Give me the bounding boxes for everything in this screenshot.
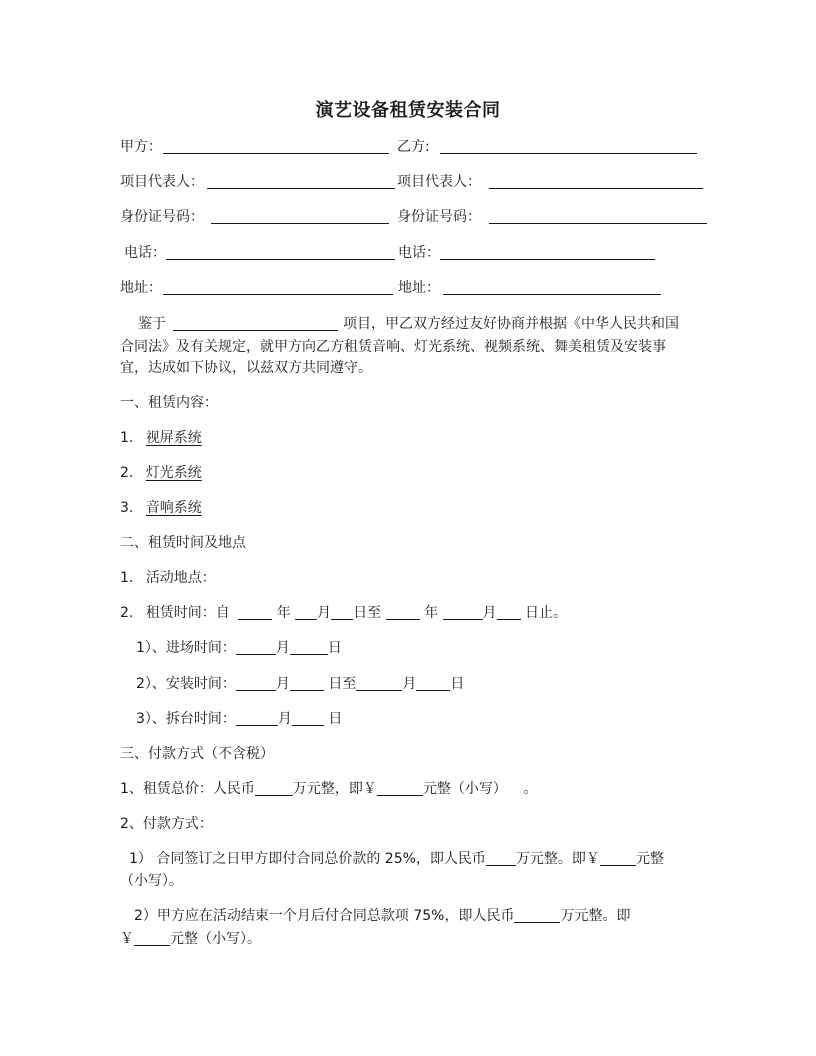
end-label: 日止。 <box>524 605 567 621</box>
payment-term-1-line2: （小写）。 <box>120 873 183 889</box>
day-label: 日 <box>328 711 343 727</box>
term2-mid-text: 万元整。即 <box>560 908 631 924</box>
address-a-label: 地址： <box>120 280 162 296</box>
total-end-label: 元整（小写） <box>422 781 507 797</box>
start-year-blank[interactable] <box>238 604 272 620</box>
year-label: 年 <box>276 605 291 621</box>
location-number: 1. <box>120 570 134 586</box>
phone-a-field[interactable] <box>166 245 395 260</box>
entry-month-blank[interactable] <box>236 639 276 655</box>
term1-wan-blank[interactable] <box>486 850 516 866</box>
total-mid-label: 万元整，即￥ <box>292 781 377 797</box>
month-label: 月 <box>482 605 497 621</box>
term2-end-text: 元整（小写）。 <box>170 931 261 947</box>
end-year-blank[interactable] <box>386 604 420 620</box>
rep-b-label: 项目代表人： <box>397 174 481 190</box>
total-price-line <box>120 779 537 799</box>
list-item <box>120 428 202 448</box>
list-item-text: 音响系统 <box>145 500 202 516</box>
document-title: 演艺设备租赁安装合同 <box>315 100 501 121</box>
payment-term-1-text: 1） 合同签订之日甲方即付合同总价款的 25%，即人民币 <box>129 851 486 867</box>
id-b-field[interactable] <box>489 209 707 224</box>
month-label: 月 <box>317 605 332 621</box>
total-price-label: 1、租赁总价：人民币 <box>120 781 255 797</box>
party-a-label: 甲方： <box>120 139 162 155</box>
payment-method-heading: 2、付款方式： <box>120 816 213 832</box>
month-label: 月 <box>402 676 417 692</box>
payment-term-2-line2 <box>120 929 261 949</box>
id-a-label: 身份证号码： <box>120 209 204 225</box>
list-item <box>120 463 202 483</box>
month-label: 月 <box>275 676 290 692</box>
term2-yuan-blank[interactable] <box>134 930 170 946</box>
install-end-month-blank[interactable] <box>356 675 402 691</box>
address-b-field[interactable] <box>443 280 661 295</box>
install-start-day-blank[interactable] <box>290 675 324 691</box>
month-label: 月 <box>275 640 290 656</box>
start-day-blank[interactable] <box>331 604 353 620</box>
yuan-symbol: ￥ <box>120 931 134 947</box>
end-day-blank[interactable] <box>497 604 521 620</box>
phone-b-label: 电话： <box>398 245 440 261</box>
total-tail: 。 <box>523 781 538 797</box>
rep-a-label: 项目代表人： <box>120 174 204 190</box>
rental-period-line <box>120 603 567 623</box>
install-time-label: 2）、安装时间： <box>136 676 236 692</box>
list-item-number: 3. <box>120 500 134 516</box>
entry-time-label: 1）、进场时间： <box>136 640 236 656</box>
term2-wan-blank[interactable] <box>514 907 560 923</box>
dismantle-month-blank[interactable] <box>236 710 278 726</box>
location-line <box>120 568 216 588</box>
list-item <box>120 498 202 518</box>
day-to-label: 日至 <box>353 605 382 621</box>
rental-period-label: 租赁时间：自 <box>145 605 230 621</box>
total-yuan-blank[interactable] <box>377 780 423 796</box>
day-label: 日 <box>450 676 465 692</box>
party-b-field[interactable] <box>440 139 697 154</box>
dismantle-time-line <box>136 709 342 729</box>
id-a-field[interactable] <box>211 209 389 224</box>
term1-end-text: 元整 <box>635 851 664 867</box>
intro-line3: 宜，达成如下协议，以兹双方共同遵守。 <box>120 360 372 376</box>
phone-a-label: 电话： <box>124 245 166 261</box>
project-name-field[interactable] <box>173 316 338 331</box>
party-b-label: 乙方: <box>397 139 430 155</box>
intro-prefix: 鉴于 <box>138 316 166 332</box>
end-month-blank[interactable] <box>443 604 483 620</box>
install-end-day-blank[interactable] <box>416 675 450 691</box>
list-item-text: 灯光系统 <box>145 465 202 481</box>
address-b-label: 地址： <box>398 280 440 296</box>
payment-term-1-line1 <box>129 849 664 869</box>
location-label: 活动地点： <box>145 570 216 586</box>
entry-day-blank[interactable] <box>290 639 328 655</box>
start-month-blank[interactable] <box>295 604 317 620</box>
term1-yuan-blank[interactable] <box>600 850 636 866</box>
rep-b-field[interactable] <box>489 174 703 189</box>
intro-line1: 项目，甲乙双方经过友好协商并根据《中华人民共和国 <box>343 316 679 332</box>
payment-term-2-text: 2）甲方应在活动结束一个月后付合同总款项 75%，即人民币 <box>134 908 515 924</box>
dismantle-time-label: 3）、拆台时间： <box>136 711 236 727</box>
term1-mid-text: 万元整。即￥ <box>515 851 600 867</box>
rental-period-number: 2. <box>120 605 134 621</box>
install-time-line <box>136 674 464 694</box>
section2-heading: 二、租赁时间及地点 <box>120 535 246 551</box>
list-item-number: 1. <box>120 430 134 446</box>
address-a-field[interactable] <box>163 280 393 295</box>
party-a-field[interactable] <box>163 139 389 154</box>
year-label: 年 <box>424 605 439 621</box>
section1-heading: 一、租赁内容： <box>120 395 218 411</box>
id-b-label: 身份证号码： <box>397 209 481 225</box>
phone-b-field[interactable] <box>440 245 655 260</box>
month-label: 月 <box>277 711 292 727</box>
entry-time-line <box>136 638 342 658</box>
day-to-label: 日至 <box>328 676 357 692</box>
payment-term-2-line1 <box>134 906 630 926</box>
rep-a-field[interactable] <box>207 174 395 189</box>
list-item-text: 视屏系统 <box>145 430 202 446</box>
total-wan-blank[interactable] <box>255 780 293 796</box>
section3-heading: 三、付款方式（不含税） <box>120 746 274 762</box>
day-label: 日 <box>327 640 342 656</box>
dismantle-day-blank[interactable] <box>292 710 324 726</box>
intro-line2: 合同法》及有关规定，就甲方向乙方租赁音响、灯光系统、视频系统、舞美租赁及安装事 <box>120 339 666 355</box>
list-item-number: 2. <box>120 465 134 481</box>
install-start-month-blank[interactable] <box>236 675 276 691</box>
